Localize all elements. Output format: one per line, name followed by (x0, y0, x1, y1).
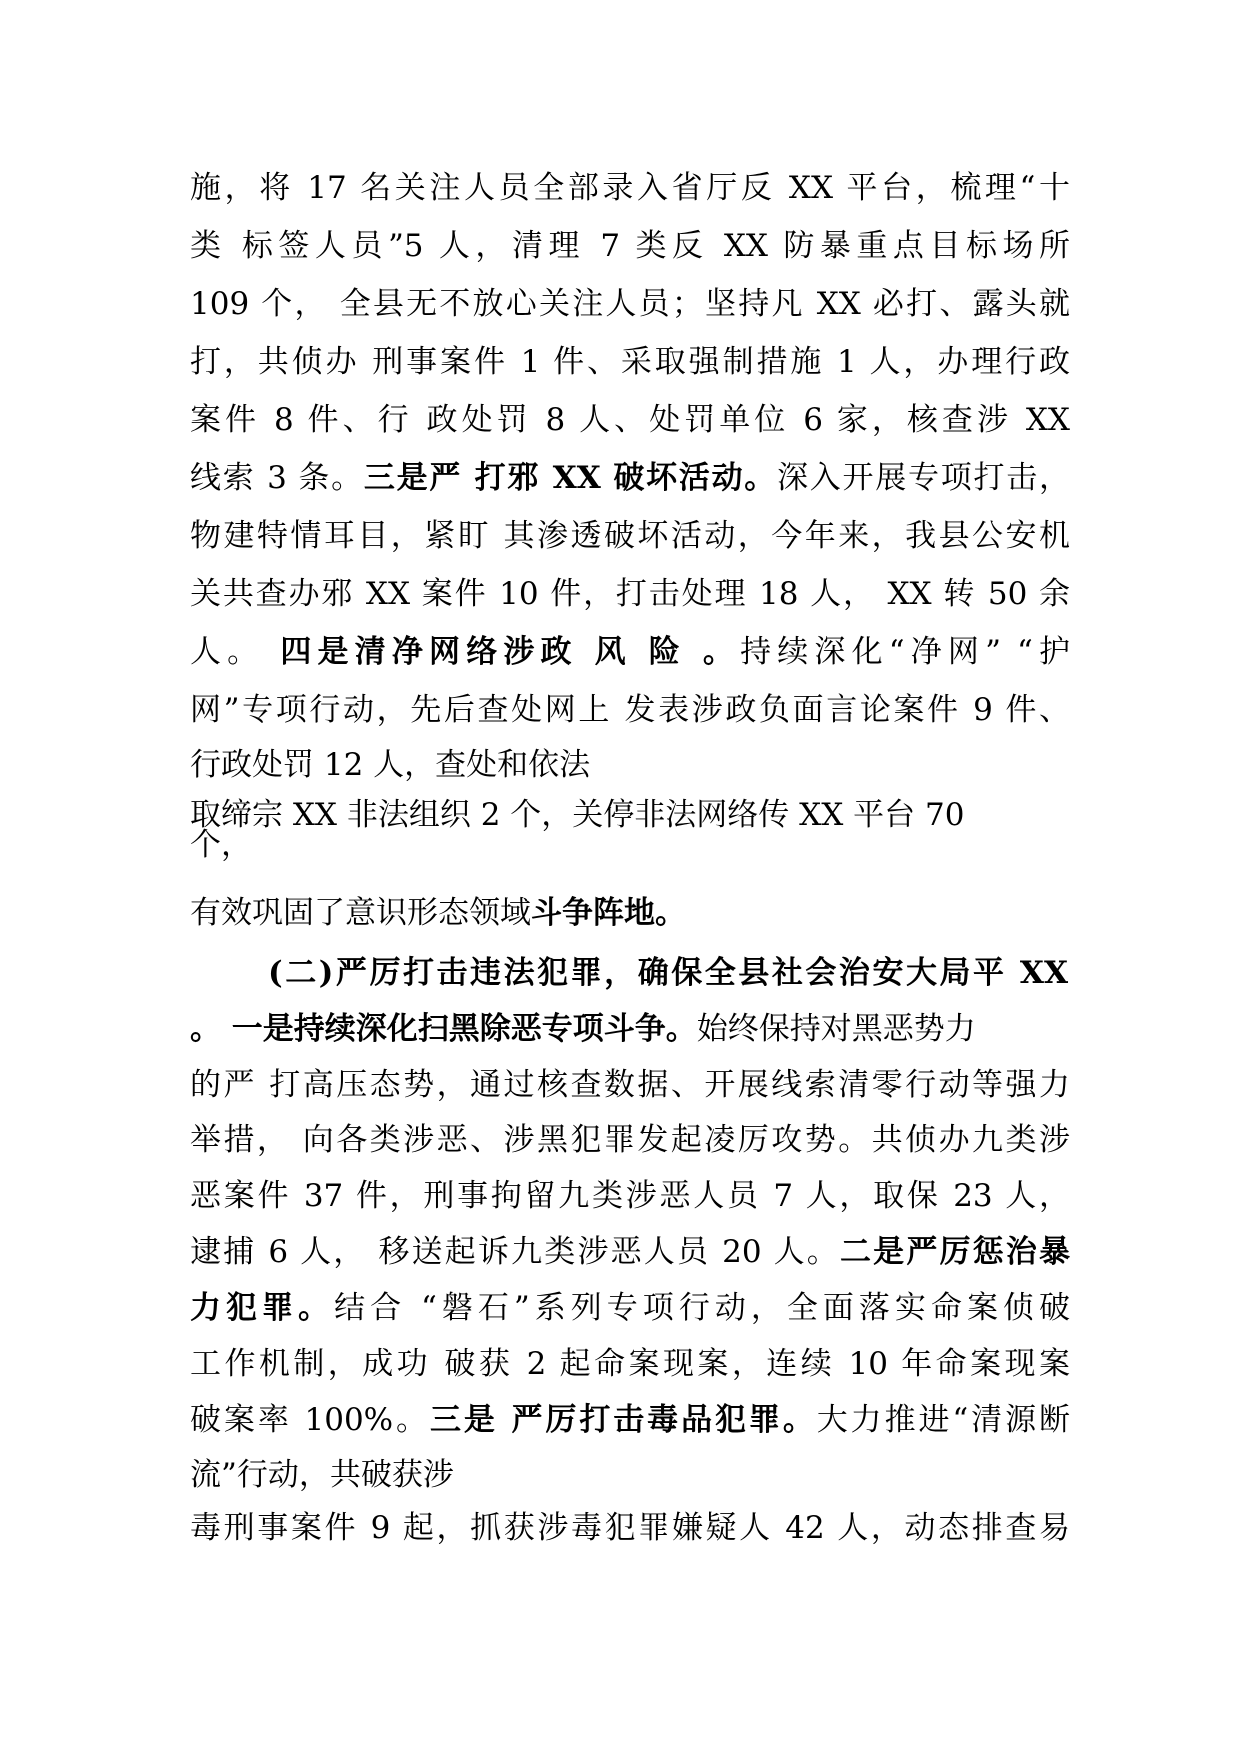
text-line (190, 1232, 1070, 1272)
text-segment: 工作机制，成功 破获 2 起命案现案，连续 10 年命案现案 (190, 1346, 1070, 1382)
text-segment: 深入开展专项打击， (777, 460, 1071, 496)
text-line (190, 516, 1070, 556)
text-line (190, 1120, 1070, 1160)
text-line (190, 400, 1070, 440)
text-segment: 打，共侦办 刑事案件 1 件、采取强制措施 1 人，办理行政 (190, 344, 1070, 380)
text-segment: 有效巩固了意识形态领域 (190, 895, 531, 931)
text-segment: 持续深化“净网” “护 (740, 634, 1070, 670)
text-line (190, 1455, 1070, 1495)
text-segment: 案件 8 件、行 政处罚 8 人、处罚单位 6 家，核查涉 XX (190, 402, 1070, 438)
text-line (190, 284, 1070, 324)
text-line (190, 1176, 1070, 1216)
text-line (190, 458, 1070, 498)
text-segment: 逮捕 6 人， 移送起诉九类涉恶人员 20 人。 (190, 1234, 840, 1270)
text-segment: 109 个， 全县无不放心关注人员；坚持凡 XX 必打、露头就 (190, 286, 1070, 322)
text-segment: 网”专项行动，先后查处网上 发表涉政负面言论案件 9 件、 (190, 692, 1070, 728)
bold-text-segment: 斗争阵地。 (531, 895, 686, 931)
bold-text-segment: 三是 严厉打击毒品犯罪。 (429, 1402, 817, 1438)
text-line (190, 342, 1070, 382)
bold-text-segment: 。 一是持续深化扫黑除恶专项斗争。 (190, 1011, 697, 1047)
text-segment: 始终保持对黑恶势力 (696, 1011, 976, 1047)
text-line (190, 690, 1070, 730)
text-segment: 大力推进“清源断 (816, 1402, 1070, 1438)
text-segment: 行政处罚 12 人，查处和依法 (190, 747, 591, 783)
text-line (190, 574, 1070, 614)
text-segment: 的严 打高压态势，通过核查数据、开展线索清零行动等强力 (190, 1067, 1070, 1103)
text-line (190, 893, 1070, 933)
text-segment: 取缔宗 XX 非法组织 2 个，关停非法网络传 XX 平台 70 (190, 797, 965, 833)
text-line (190, 1508, 1070, 1548)
text-line (190, 1009, 1070, 1049)
text-line (190, 226, 1070, 266)
text-segment: 类 标签人员”5 人，清理 7 类反 XX 防暴重点目标场所 (190, 228, 1070, 264)
text-segment: 毒刑事案件 9 起，抓获涉毒犯罪嫌疑人 42 人，动态排查易 (190, 1510, 1070, 1546)
bold-text-segment: 三是严 打邪 XX 破坏活动。 (363, 460, 778, 496)
bold-text-segment: 四是清净网络涉政 风 险 。 (280, 634, 741, 670)
text-segment: 关共查办邪 XX 案件 10 件，打击处理 18 人， XX 转 50 余 (190, 576, 1070, 612)
section-heading (268, 953, 1068, 993)
text-line (190, 1065, 1070, 1105)
text-line (190, 1400, 1070, 1440)
text-segment: 施，将 17 名关注人员全部录入省厅反 XX 平台，梳理“十 (190, 170, 1070, 206)
text-segment: 个， (190, 827, 252, 863)
text-line (190, 825, 1070, 865)
bold-text-segment: 二是严厉惩治暴 (839, 1234, 1070, 1270)
text-line (190, 168, 1070, 208)
text-segment: 结合 “磐石”系列专项行动，全面落实命案侦破 (334, 1290, 1070, 1326)
text-line (190, 1288, 1070, 1328)
text-segment: 线索 3 条。 (190, 460, 364, 496)
text-segment: 举措， 向各类涉恶、涉黑犯罪发起凌厉攻势。共侦办九类涉 (190, 1122, 1070, 1158)
text-segment: 人。 (190, 634, 281, 670)
text-line (190, 745, 1070, 785)
text-line (190, 632, 1070, 672)
text-segment: 物建特情耳目，紧盯 其渗透破坏活动，今年来，我县公安机 (190, 518, 1070, 554)
bold-text-segment: 力犯罪。 (190, 1290, 335, 1326)
text-segment: 流”行动，共破获涉 (190, 1457, 454, 1493)
bold-text-segment: (二)严厉打击违法犯罪，确保全县社会治安大局平 XX (268, 955, 1068, 991)
text-segment: 破案率 100%。 (190, 1402, 430, 1438)
text-line (190, 1344, 1070, 1384)
text-segment: 恶案件 37 件，刑事拘留九类涉恶人员 7 人，取保 23 人， (190, 1178, 1070, 1214)
